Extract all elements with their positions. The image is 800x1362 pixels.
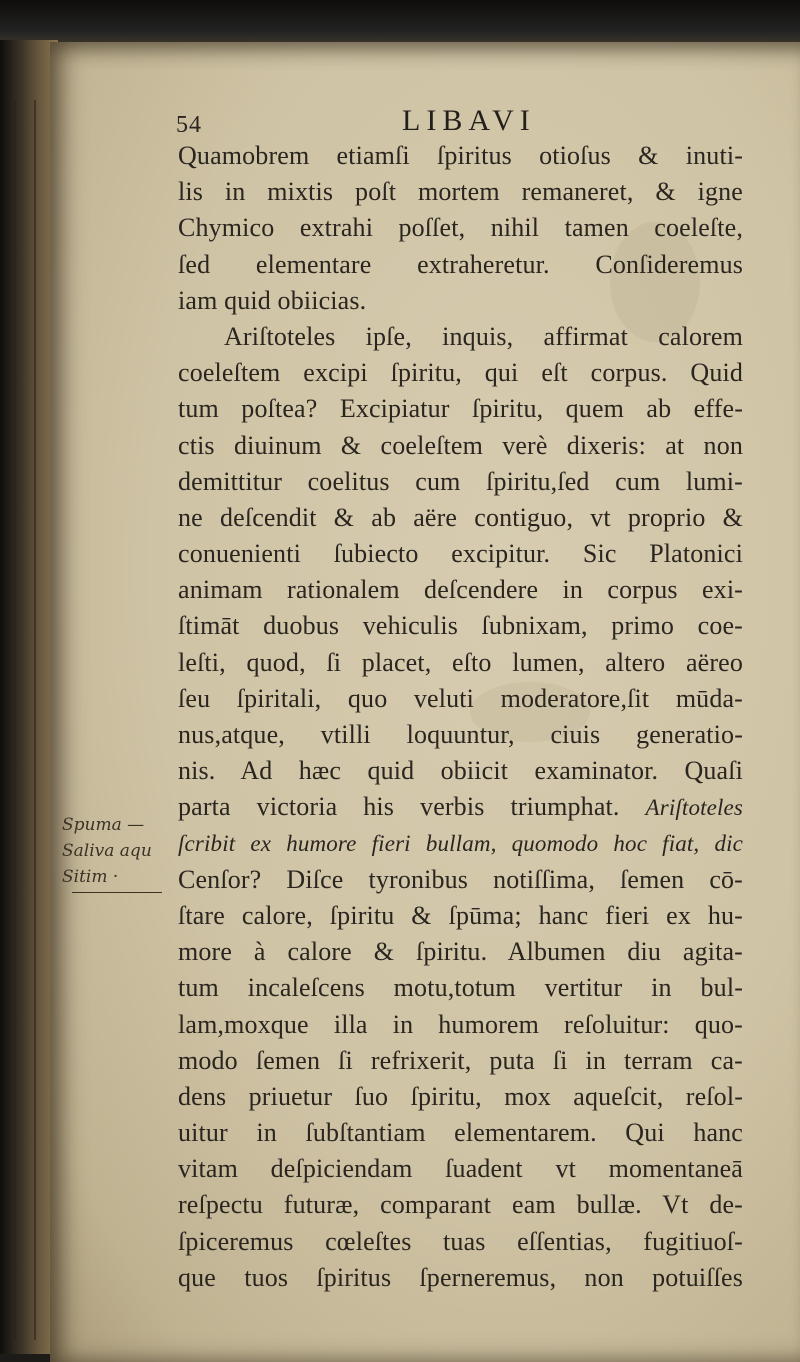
text-line: Chymico extrahi poſſet, nihil tamen coeleſte,: [178, 213, 743, 243]
text-line: que tuos ſpiritus ſperneremus, non potuiſſes: [178, 1262, 743, 1292]
text-line: reſpectu futuræ, comparant eam bullæ. Vt de-: [178, 1190, 743, 1220]
text-line: animam rationalem deſcendere in corpus exi-: [178, 575, 743, 605]
text-line: ne deſcendit & ab aëre contiguo, vt proprio &: [178, 502, 743, 532]
text-line: lam,moxque illa in humorem reſoluitur: quo-: [178, 1009, 743, 1039]
text-line: Quamobrem etiamſi ſpiritus otioſus & inuti-: [178, 141, 743, 170]
marginal-note: Saliva aqu: [62, 841, 152, 861]
marginal-underline: [72, 892, 162, 893]
text-fragment: parta victoria his verbis triumphat.: [178, 792, 620, 822]
text-line: uitur in ſubſtantiam elementarem. Qui hanc: [178, 1118, 743, 1148]
text-line: nis. Ad hæc quid obiicit examinator. Quaſi: [178, 756, 743, 786]
text-line: more à calore & ſpiritu. Albumen diu agita-: [178, 937, 743, 967]
text-line: ctis diuinum & coeleſtem verè dixeris: at non: [178, 430, 743, 460]
text-line: tum poſtea? Excipiatur ſpiritu, quem ab effe-: [178, 394, 743, 424]
handwritten-marginalia: [62, 812, 192, 893]
text-line: vitam deſpiciendam ſuadent vt momentaneā: [178, 1154, 743, 1184]
text-line: ſeu ſpiritali, quo veluti moderatore,ſit mūda-: [178, 683, 743, 713]
body-text: [178, 138, 743, 1296]
text-line: tum incaleſcens motu,totum vertitur in bul-: [178, 973, 743, 1003]
marginal-note: Sitim ·: [62, 867, 119, 887]
text-line: ſed elementare extraheretur. Conſideremus: [178, 249, 743, 279]
running-head: LIBAVI: [402, 104, 536, 137]
page-number: 54: [176, 112, 202, 138]
spine-fold: [14, 100, 16, 1340]
scan-top-edge: [0, 0, 800, 44]
text-line: conuenienti ſubiecto excipitur. Sic Platonici: [178, 539, 743, 569]
text-line: iam quid obiicias.: [178, 285, 367, 315]
text-line: ſtimāt duobus vehiculis ſubnixam, primo coe-: [178, 611, 743, 641]
text-line: modo ſemen ſi refrixerit, puta ſi in terram ca-: [178, 1045, 743, 1075]
text-line: lis in mixtis poſt mortem remaneret, & igne: [178, 177, 743, 207]
text-line: ſpiceremus cœleſtes tuas eſſentias, fugitiuoſ-: [178, 1226, 743, 1256]
marginal-note: Spuma —: [62, 815, 145, 835]
text-line: coeleſtem excipi ſpiritu, qui eſt corpus. Quid: [178, 358, 743, 388]
text-line: ſtare calore, ſpiritu & ſpūma; hanc fieri ex hu-: [178, 900, 743, 930]
text-line: [178, 789, 743, 825]
spine-fold: [34, 100, 36, 1340]
text-line: dens priuetur ſuo ſpiritu, mox aqueſcit, reſol-: [178, 1081, 743, 1111]
text-line: nus,atque, vtilli loquuntur, ciuis generatio-: [178, 720, 743, 749]
italic-fragment: Ariſtoteles: [645, 795, 743, 821]
text-line: Cenſor? Diſce tyronibus notiſſima, ſemen cō-: [178, 864, 743, 894]
text-line-italic: ſcribit ex humore fieri bullam, quomodo hoc fiat, dic: [178, 830, 743, 856]
text-line: demittitur coelitus cum ſpiritu,ſed cum lumi-: [178, 466, 743, 496]
text-line: Ariſtoteles ipſe, inquis, affirmat calorem: [224, 321, 743, 351]
text-line: leſti, quod, ſi placet, eſto lumen, altero aëreo: [178, 647, 743, 677]
